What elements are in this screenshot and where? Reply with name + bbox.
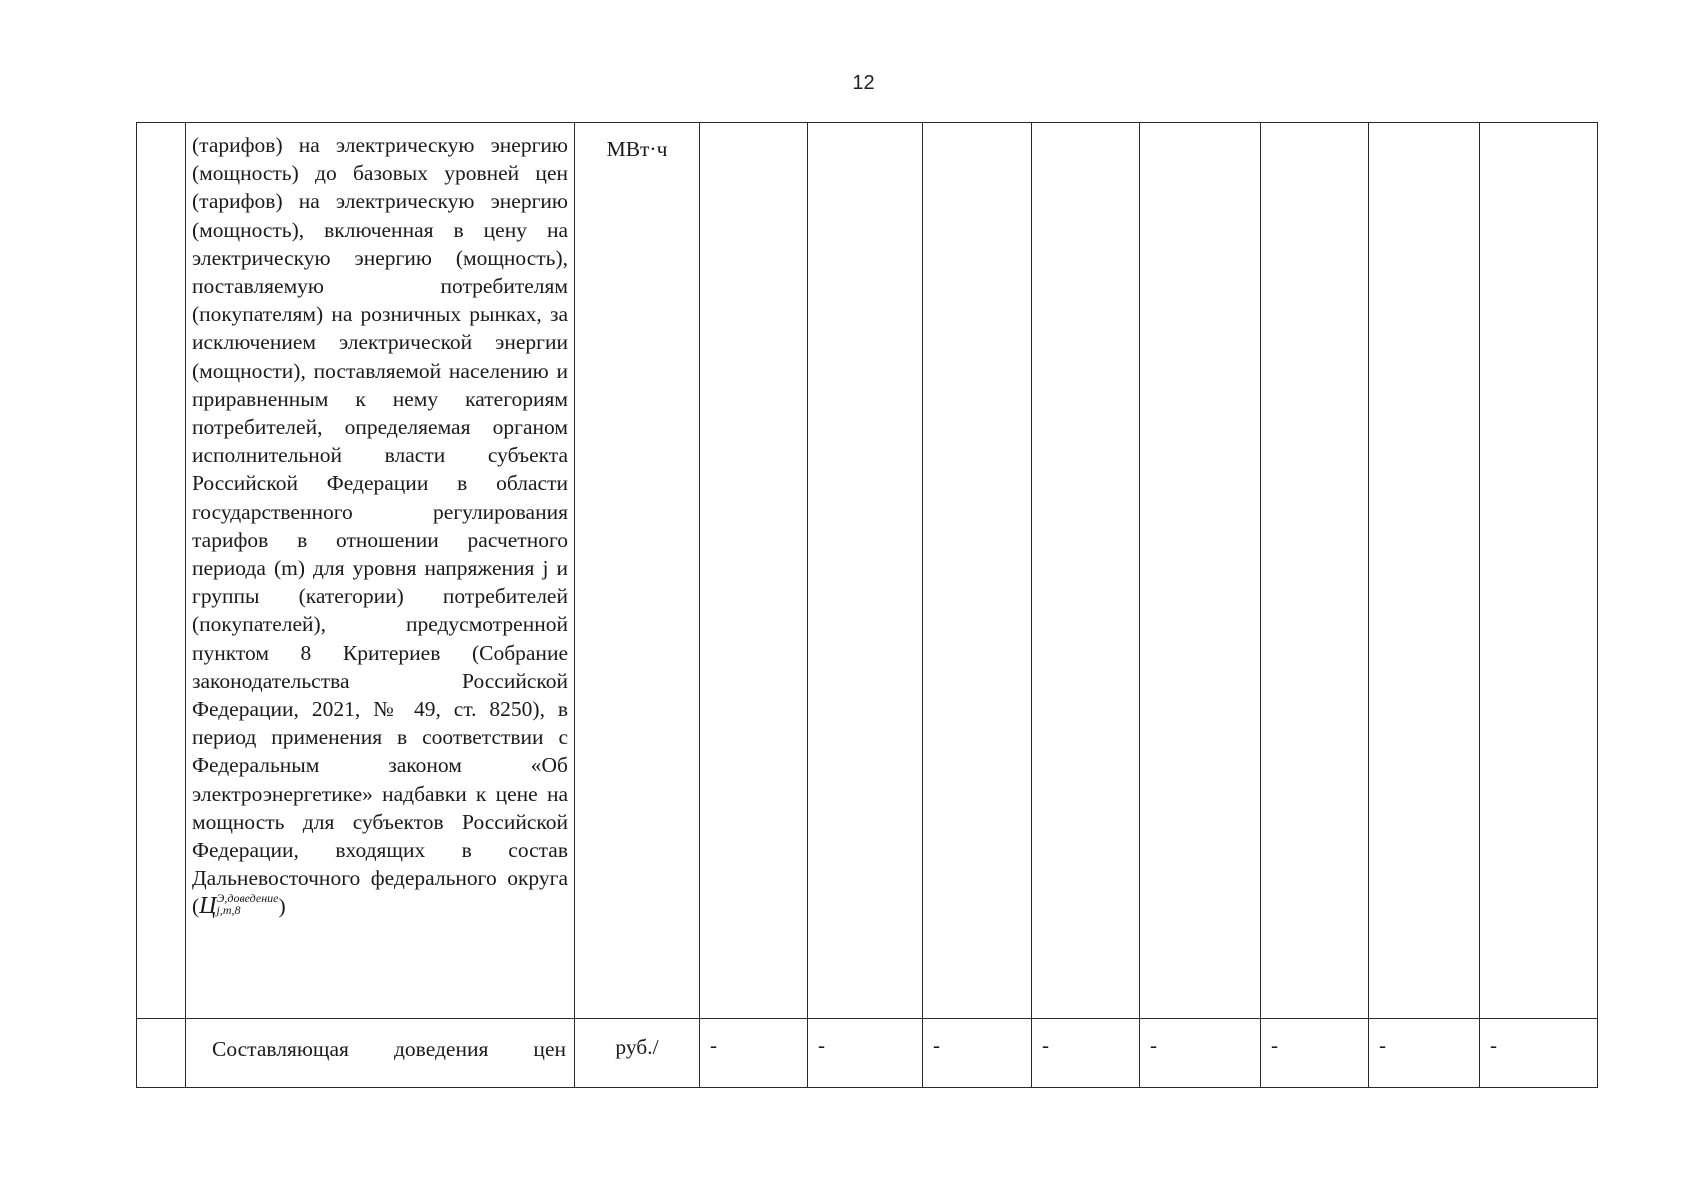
unit-cell	[575, 123, 700, 1019]
description-text: Составляющая доведения цен	[212, 1037, 566, 1061]
unit-cell	[575, 1019, 700, 1088]
table-row	[137, 123, 1598, 1019]
value-cell	[1369, 123, 1480, 1019]
value-text: -	[710, 1033, 717, 1057]
value-text: -	[1490, 1033, 1497, 1057]
unit-text: МВт·ч	[606, 137, 668, 161]
value-text: -	[933, 1033, 940, 1057]
value-cell	[923, 1019, 1032, 1088]
value-text: -	[1150, 1033, 1157, 1057]
value-cell	[700, 1019, 808, 1088]
value-cell	[1261, 123, 1369, 1019]
value-text: -	[1379, 1033, 1386, 1057]
description-cell	[186, 1019, 575, 1088]
value-cell	[1480, 123, 1598, 1019]
value-cell	[1032, 1019, 1140, 1088]
value-cell	[700, 123, 808, 1019]
description-text: (тарифов) на электрическую энергию (мощность) до базовых уровней цен (тарифов) на электрическую энергию (мощность), включенная в цену на электрическую энергию (мощность), поставляемую потребителям (покупателям) на розничных рынках, за исключением электрической энергии (мощности), поставляемой населению и приравненным к нему категориям потребителей, определяемая органом исполнительной власти субъекта Российской Федерации в области государственного регулирования тарифов в отношении расчетного периода (m) для уровня напряжения j и группы (категории) потребителей (покупателей), предусмотренной пунктом 8 Критериев (Собрание законодательства Российской Федерации, 2021, № 49, ст. 8250), в период применения в соответствии с Федеральным законом «Об электроэнергетике» надбавки к цене на мощность для субъектов Российской Федерации, входящих в состав Дальневосточного федерального округа (Ц Э,доведение j,m,8 )	[192, 133, 568, 920]
description-cell	[186, 123, 575, 1019]
unit-text: руб./	[615, 1035, 659, 1059]
value-text: -	[1042, 1033, 1049, 1057]
value-cell	[1032, 123, 1140, 1019]
value-cell	[808, 123, 923, 1019]
value-cell	[1369, 1019, 1480, 1088]
row-number-cell	[137, 123, 186, 1019]
table-row	[137, 1019, 1598, 1088]
value-cell	[1480, 1019, 1598, 1088]
value-cell	[1140, 1019, 1261, 1088]
formula: Ц Э,доведение j,m,8	[199, 890, 279, 920]
value-text: -	[1271, 1033, 1278, 1057]
data-table	[136, 122, 1598, 1088]
value-text: -	[818, 1033, 825, 1057]
page-number: 12	[852, 72, 875, 94]
value-cell	[1261, 1019, 1369, 1088]
row-number-cell	[137, 1019, 186, 1088]
value-cell	[808, 1019, 923, 1088]
value-cell	[1140, 123, 1261, 1019]
value-cell	[923, 123, 1032, 1019]
